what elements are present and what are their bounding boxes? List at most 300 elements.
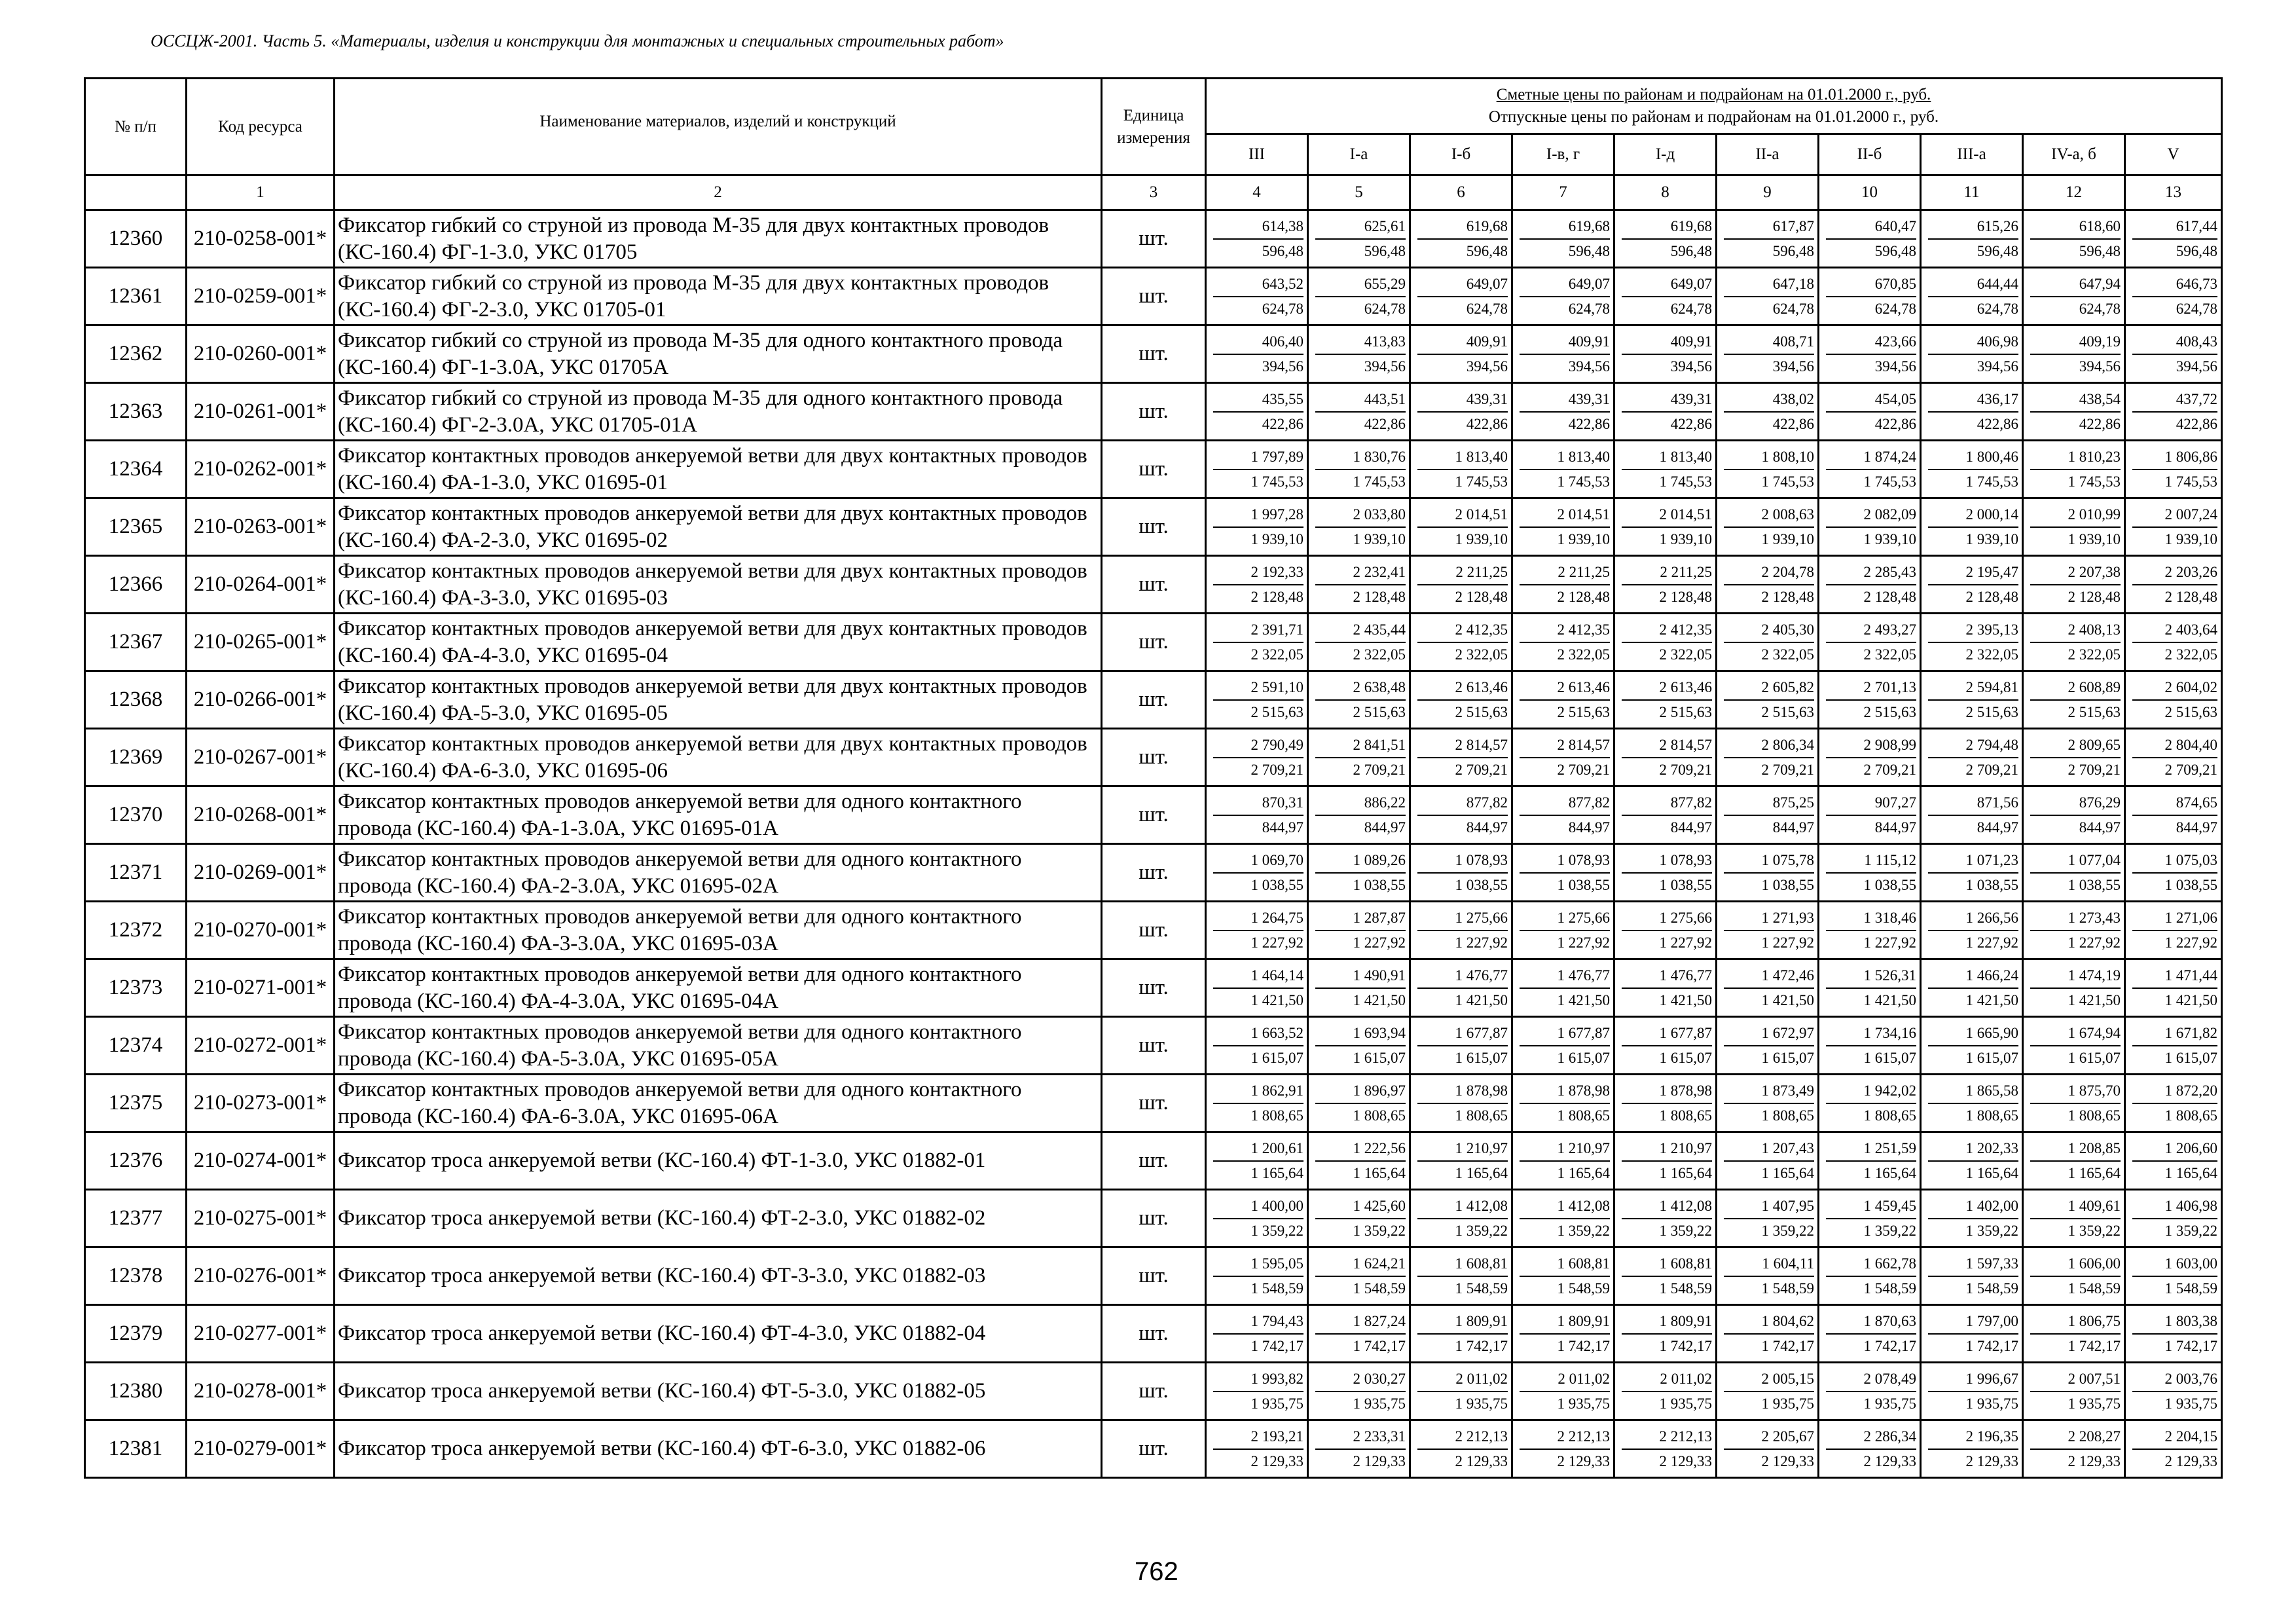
table-row <box>85 729 2222 786</box>
estimate-price: 1 677,87 <box>1622 1022 1712 1046</box>
unit-of-measure: шт. <box>1102 1132 1206 1190</box>
resource-code: 210-0261-001* <box>187 383 335 441</box>
release-price: 1 359,22 <box>1863 1222 1916 1239</box>
estimate-price: 1 662,78 <box>1826 1252 1916 1277</box>
release-price: 1 745,53 <box>1965 473 2018 490</box>
estimate-price: 1 862,91 <box>1213 1079 1303 1104</box>
price-cell <box>1819 325 1921 383</box>
estimate-price: 1 425,60 <box>1315 1194 1406 1219</box>
estimate-price: 1 878,98 <box>1622 1079 1712 1104</box>
price-cell <box>1308 1305 1410 1363</box>
estimate-price: 617,44 <box>2132 215 2217 240</box>
estimate-price: 2 613,46 <box>1520 676 1610 701</box>
release-price: 2 709,21 <box>2068 761 2121 778</box>
col-index: 4 <box>1206 175 1308 210</box>
table-row <box>85 210 2222 268</box>
price-cell <box>2125 1363 2222 1420</box>
estimate-price: 1 800,46 <box>1928 445 2018 470</box>
price-cell <box>1206 1132 1308 1190</box>
release-price: 1 421,50 <box>1761 991 1814 1008</box>
price-cell <box>2125 1132 2222 1190</box>
price-cell <box>1717 1420 1819 1478</box>
price-cell <box>1921 498 2023 556</box>
estimate-price: 2 000,14 <box>1928 503 2018 528</box>
estimate-price: 1 077,04 <box>2030 849 2121 874</box>
release-price: 1 421,50 <box>1250 991 1303 1008</box>
price-cell <box>1819 383 1921 441</box>
estimate-price: 2 195,47 <box>1928 561 2018 585</box>
price-cell <box>1206 959 1308 1017</box>
unit-of-measure: шт. <box>1102 268 1206 325</box>
estimate-price: 2 613,46 <box>1417 676 1508 701</box>
table-row <box>85 1247 2222 1305</box>
release-price: 394,56 <box>1364 358 1406 375</box>
unit-of-measure: шт. <box>1102 671 1206 729</box>
estimate-price: 2 408,13 <box>2030 618 2121 643</box>
price-cell <box>1717 1132 1819 1190</box>
release-price: 1 808,65 <box>1455 1107 1508 1124</box>
price-cell <box>1308 614 1410 671</box>
resource-code: 210-0259-001* <box>187 268 335 325</box>
estimate-price: 1 251,59 <box>1826 1137 1916 1162</box>
estimate-price: 875,25 <box>1724 791 1814 816</box>
estimate-price: 438,54 <box>2030 388 2121 413</box>
resource-code: 210-0267-001* <box>187 729 335 786</box>
region-header: I-д <box>1614 134 1717 175</box>
estimate-price: 2 193,21 <box>1213 1425 1303 1450</box>
release-price: 1 939,10 <box>1659 530 1712 547</box>
release-price: 1 359,22 <box>1353 1222 1406 1239</box>
release-price: 1 935,75 <box>2068 1395 2121 1412</box>
col-header-price-group <box>1206 79 2222 134</box>
price-cell <box>1512 959 1614 1017</box>
unit-of-measure: шт. <box>1102 1305 1206 1363</box>
estimate-price: 1 075,78 <box>1724 849 1814 874</box>
estimate-price: 2 841,51 <box>1315 733 1406 758</box>
estimate-price: 1 624,21 <box>1315 1252 1406 1277</box>
price-cell <box>2023 383 2125 441</box>
row-number: 12375 <box>85 1075 187 1132</box>
estimate-price: 439,31 <box>1622 388 1712 413</box>
release-price: 422,86 <box>1874 415 1916 432</box>
release-price: 2 515,63 <box>2164 703 2218 720</box>
estimate-price: 2 794,48 <box>1928 733 2018 758</box>
release-price: 844,97 <box>1466 819 1508 836</box>
release-price: 2 128,48 <box>1250 588 1303 605</box>
release-price: 1 615,07 <box>1863 1049 1916 1066</box>
estimate-price: 1 210,97 <box>1520 1137 1610 1162</box>
table-row <box>85 268 2222 325</box>
release-price: 1 421,50 <box>1557 991 1610 1008</box>
material-name: Фиксатор контактных проводов анкеруемой ветви для двух контактных проводов (КС-160.4) ФА-5-3.0, УКС 01695-05 <box>335 671 1102 729</box>
release-price: 596,48 <box>1670 242 1712 259</box>
price-cell <box>2023 902 2125 959</box>
row-number: 12377 <box>85 1190 187 1247</box>
price-cell <box>2125 959 2222 1017</box>
row-number: 12380 <box>85 1363 187 1420</box>
estimate-price: 1 412,08 <box>1520 1194 1610 1219</box>
release-price: 1 038,55 <box>1863 876 1916 893</box>
release-price: 394,56 <box>1466 358 1508 375</box>
release-price: 1 935,75 <box>1353 1395 1406 1412</box>
release-price: 1 935,75 <box>1761 1395 1814 1412</box>
table-row <box>85 1017 2222 1075</box>
estimate-price: 1 878,98 <box>1417 1079 1508 1104</box>
price-cell <box>1819 556 1921 614</box>
release-price: 1 742,17 <box>1250 1337 1303 1354</box>
price-cell <box>1410 383 1512 441</box>
estimate-price: 408,71 <box>1724 330 1814 355</box>
col-index: 7 <box>1512 175 1614 210</box>
release-price: 1 935,75 <box>2164 1395 2218 1412</box>
estimate-price: 2 908,99 <box>1826 733 1916 758</box>
price-cell <box>2125 671 2222 729</box>
price-cell <box>1308 959 1410 1017</box>
release-price: 1 615,07 <box>2068 1049 2121 1066</box>
price-cell <box>1308 671 1410 729</box>
price-cell <box>2023 1132 2125 1190</box>
price-cell <box>1206 1420 1308 1478</box>
release-price: 2 709,21 <box>2164 761 2218 778</box>
release-price: 1 165,64 <box>1659 1164 1712 1181</box>
unit-of-measure: шт. <box>1102 729 1206 786</box>
estimate-price: 1 078,93 <box>1417 849 1508 874</box>
price-cell <box>1206 210 1308 268</box>
estimate-price: 1 287,87 <box>1315 906 1406 931</box>
estimate-price: 640,47 <box>1826 215 1916 240</box>
release-price: 422,86 <box>1977 415 2018 432</box>
release-price: 1 548,59 <box>1353 1280 1406 1297</box>
price-cell <box>1717 729 1819 786</box>
price-cell <box>1717 268 1819 325</box>
release-price: 2 515,63 <box>1965 703 2018 720</box>
table-row <box>85 441 2222 498</box>
release-price: 624,78 <box>1262 300 1303 317</box>
estimate-price: 409,91 <box>1417 330 1508 355</box>
region-header: II-а <box>1717 134 1819 175</box>
release-price: 394,56 <box>1568 358 1610 375</box>
estimate-price: 2 014,51 <box>1622 503 1712 528</box>
price-cell <box>1819 671 1921 729</box>
table-row <box>85 325 2222 383</box>
release-price: 1 038,55 <box>1965 876 2018 893</box>
estimate-price: 2 814,57 <box>1622 733 1712 758</box>
release-price: 1 935,75 <box>1863 1395 1916 1412</box>
release-price: 1 745,53 <box>1250 473 1303 490</box>
release-price: 624,78 <box>1772 300 1814 317</box>
estimate-price: 2 804,40 <box>2132 733 2217 758</box>
price-cell <box>1512 614 1614 671</box>
price-cell <box>1819 498 1921 556</box>
price-cell <box>1512 498 1614 556</box>
price-cell <box>2125 786 2222 844</box>
row-number: 12360 <box>85 210 187 268</box>
estimate-price: 870,31 <box>1213 791 1303 816</box>
price-cell <box>1819 1017 1921 1075</box>
row-number: 12369 <box>85 729 187 786</box>
estimate-price: 1 677,87 <box>1417 1022 1508 1046</box>
estimate-price: 2 007,51 <box>2030 1367 2121 1392</box>
price-cell <box>1921 959 2023 1017</box>
estimate-price: 1 608,81 <box>1417 1252 1508 1277</box>
release-price: 1 808,65 <box>1965 1107 2018 1124</box>
price-cell <box>1819 268 1921 325</box>
release-price: 2 322,05 <box>2068 646 2121 663</box>
estimate-price: 1 663,52 <box>1213 1022 1303 1046</box>
release-price: 2 709,21 <box>1353 761 1406 778</box>
release-price: 1 742,17 <box>1863 1337 1916 1354</box>
price-cell <box>1308 1420 1410 1478</box>
estimate-price: 439,31 <box>1417 388 1508 413</box>
estimate-price: 670,85 <box>1826 272 1916 297</box>
estimate-price: 1 806,75 <box>2030 1310 2121 1335</box>
price-cell <box>1308 1132 1410 1190</box>
table-row <box>85 1190 2222 1247</box>
release-price: 422,86 <box>1364 415 1406 432</box>
estimate-price: 1 608,81 <box>1520 1252 1610 1277</box>
price-cell <box>1410 268 1512 325</box>
release-price: 596,48 <box>1568 242 1610 259</box>
price-cell <box>1717 959 1819 1017</box>
release-price: 394,56 <box>1874 358 1916 375</box>
release-price: 1 808,65 <box>2164 1107 2218 1124</box>
price-cell <box>1512 1075 1614 1132</box>
price-cell <box>2023 441 2125 498</box>
price-cell <box>1717 1017 1819 1075</box>
estimate-price: 886,22 <box>1315 791 1406 816</box>
price-cell <box>1819 902 1921 959</box>
document-header: ОССЦЖ-2001. Часть 5. «Материалы, изделия и конструкции для монтажных и специальных строительных работ» <box>151 31 1004 50</box>
price-cell <box>1206 383 1308 441</box>
price-cell <box>2125 844 2222 902</box>
estimate-price: 877,82 <box>1622 791 1712 816</box>
release-price: 1 939,10 <box>1863 530 1916 547</box>
price-cell <box>1512 729 1614 786</box>
price-cell <box>1921 383 2023 441</box>
estimate-price: 1 672,97 <box>1724 1022 1814 1046</box>
price-cell <box>1819 1075 1921 1132</box>
price-cell <box>2023 671 2125 729</box>
estimate-price: 409,19 <box>2030 330 2121 355</box>
row-number: 12366 <box>85 556 187 614</box>
price-cell <box>2023 729 2125 786</box>
estimate-price: 644,44 <box>1928 272 2018 297</box>
release-price: 2 515,63 <box>1659 703 1712 720</box>
table-row <box>85 614 2222 671</box>
estimate-price: 439,31 <box>1520 388 1610 413</box>
price-cell <box>2125 210 2222 268</box>
price-cell <box>1206 614 1308 671</box>
release-price: 2 128,48 <box>1353 588 1406 605</box>
release-price: 422,86 <box>1568 415 1610 432</box>
price-cell <box>1717 383 1819 441</box>
release-price: 1 615,07 <box>1761 1049 1814 1066</box>
table-row <box>85 1305 2222 1363</box>
price-cell <box>1410 1247 1512 1305</box>
material-name: Фиксатор троса анкеруемой ветви (КС-160.4) ФТ-2-3.0, УКС 01882-02 <box>335 1190 1102 1247</box>
price-cell <box>1308 556 1410 614</box>
release-price: 2 709,21 <box>1965 761 2018 778</box>
price-cell <box>1921 1247 2023 1305</box>
estimate-price: 2 605,82 <box>1724 676 1814 701</box>
price-cell <box>1410 729 1512 786</box>
price-cell <box>1921 1363 2023 1420</box>
estimate-price: 443,51 <box>1315 388 1406 413</box>
price-cell <box>1512 556 1614 614</box>
price-cell <box>1614 210 1717 268</box>
estimate-price: 1 271,06 <box>2132 906 2217 931</box>
price-cell <box>1410 1363 1512 1420</box>
release-price: 2 515,63 <box>1353 703 1406 720</box>
estimate-price: 1 264,75 <box>1213 906 1303 931</box>
material-name: Фиксатор контактных проводов анкеруемой ветви для одного контактного провода (КС-160.4) ФА-6-3.0А, УКС 01695-06А <box>335 1075 1102 1132</box>
release-price: 1 808,65 <box>1659 1107 1712 1124</box>
release-price: 2 709,21 <box>1659 761 1712 778</box>
release-price: 1 227,92 <box>2068 934 2121 951</box>
release-price: 1 935,75 <box>1659 1395 1712 1412</box>
col-index: 6 <box>1410 175 1512 210</box>
release-price: 1 359,22 <box>1250 1222 1303 1239</box>
col-index: 1 <box>187 175 335 210</box>
release-price: 2 129,33 <box>1353 1452 1406 1469</box>
price-cell <box>1921 325 2023 383</box>
estimate-price: 2 391,71 <box>1213 618 1303 643</box>
price-cell <box>1921 1132 2023 1190</box>
estimate-price: 408,43 <box>2132 330 2217 355</box>
estimate-price: 2 412,35 <box>1622 618 1712 643</box>
price-cell <box>1921 210 2023 268</box>
table-row <box>85 844 2222 902</box>
release-price: 1 165,64 <box>1455 1164 1508 1181</box>
release-price: 2 129,33 <box>1557 1452 1610 1469</box>
material-name: Фиксатор контактных проводов анкеруемой ветви для двух контактных проводов (КС-160.4) ФА-2-3.0, УКС 01695-02 <box>335 498 1102 556</box>
release-price: 1 808,65 <box>1353 1107 1406 1124</box>
price-cell <box>1717 902 1819 959</box>
release-price: 624,78 <box>2176 300 2218 317</box>
release-price: 1 939,10 <box>2164 530 2218 547</box>
price-cell <box>1206 1247 1308 1305</box>
estimate-price: 1 075,03 <box>2132 849 2217 874</box>
release-price: 1 548,59 <box>1455 1280 1508 1297</box>
price-cell <box>1717 1075 1819 1132</box>
release-price: 2 709,21 <box>1250 761 1303 778</box>
price-cell <box>1614 786 1717 844</box>
price-cell <box>2125 902 2222 959</box>
price-cell <box>2023 498 2125 556</box>
resource-code: 210-0263-001* <box>187 498 335 556</box>
estimate-price: 2 011,02 <box>1417 1367 1508 1392</box>
price-cell <box>2125 325 2222 383</box>
resource-code: 210-0270-001* <box>187 902 335 959</box>
estimate-price: 1 089,26 <box>1315 849 1406 874</box>
release-price: 2 515,63 <box>1761 703 1814 720</box>
release-price: 2 322,05 <box>2164 646 2218 663</box>
release-price: 1 745,53 <box>2068 473 2121 490</box>
price-cell <box>1512 844 1614 902</box>
unit-of-measure: шт. <box>1102 1247 1206 1305</box>
material-name: Фиксатор гибкий со струной из провода М-35 для одного контактного провода (КС-160.4) ФГ-2-3.0А, УКС 01705-01А <box>335 383 1102 441</box>
price-cell <box>1614 671 1717 729</box>
estimate-price: 2 014,51 <box>1520 503 1610 528</box>
estimate-price: 1 810,23 <box>2030 445 2121 470</box>
release-price: 1 745,53 <box>1659 473 1712 490</box>
price-cell <box>1410 1075 1512 1132</box>
col-index: 10 <box>1819 175 1921 210</box>
unit-of-measure: шт. <box>1102 383 1206 441</box>
estimate-price: 1 206,60 <box>2132 1137 2217 1162</box>
price-cell <box>1614 1363 1717 1420</box>
price-cell <box>1410 325 1512 383</box>
estimate-price: 1 318,46 <box>1826 906 1916 931</box>
price-group-estimate-label: Сметные цены по районам и подрайонам на 01.01.2000 г., руб. <box>1496 86 1931 104</box>
release-price: 1 227,92 <box>1965 934 2018 951</box>
price-cell <box>1717 498 1819 556</box>
estimate-price: 877,82 <box>1417 791 1508 816</box>
price-cell <box>2125 556 2222 614</box>
release-price: 2 322,05 <box>1250 646 1303 663</box>
release-price: 2 322,05 <box>1659 646 1712 663</box>
price-cell <box>1512 1017 1614 1075</box>
estimate-price: 1 412,08 <box>1622 1194 1712 1219</box>
price-cell <box>2023 959 2125 1017</box>
release-price: 596,48 <box>1364 242 1406 259</box>
estimate-price: 619,68 <box>1520 215 1610 240</box>
col-index: 2 <box>335 175 1102 210</box>
price-cell <box>1308 1190 1410 1247</box>
resource-code: 210-0268-001* <box>187 786 335 844</box>
unit-of-measure: шт. <box>1102 786 1206 844</box>
price-cell <box>1410 556 1512 614</box>
estimate-price: 409,91 <box>1622 330 1712 355</box>
material-name: Фиксатор контактных проводов анкеруемой ветви для двух контактных проводов (КС-160.4) ФА-3-3.0, УКС 01695-03 <box>335 556 1102 614</box>
release-price: 1 359,22 <box>1659 1222 1712 1239</box>
price-cell <box>1512 786 1614 844</box>
estimate-price: 1 830,76 <box>1315 445 1406 470</box>
estimate-price: 2 701,13 <box>1826 676 1916 701</box>
estimate-price: 1 671,82 <box>2132 1022 2217 1046</box>
release-price: 1 742,17 <box>1353 1337 1406 1354</box>
release-price: 1 038,55 <box>1557 876 1610 893</box>
release-price: 844,97 <box>1568 819 1610 836</box>
release-price: 624,78 <box>1874 300 1916 317</box>
price-cell <box>2023 1420 2125 1478</box>
estimate-price: 1 996,67 <box>1928 1367 2018 1392</box>
unit-of-measure: шт. <box>1102 1190 1206 1247</box>
price-cell <box>1308 844 1410 902</box>
material-name: Фиксатор гибкий со струной из провода М-35 для одного контактного провода (КС-160.4) ФГ-1-3.0А, УКС 01705А <box>335 325 1102 383</box>
price-cell <box>1308 902 1410 959</box>
release-price: 1 939,10 <box>1557 530 1610 547</box>
col-index: 9 <box>1717 175 1819 210</box>
row-number: 12376 <box>85 1132 187 1190</box>
release-price: 2 128,48 <box>1965 588 2018 605</box>
price-cell <box>1614 556 1717 614</box>
release-price: 844,97 <box>1874 819 1916 836</box>
price-cell <box>1512 1305 1614 1363</box>
price-cell <box>1308 383 1410 441</box>
estimate-price: 614,38 <box>1213 215 1303 240</box>
estimate-price: 1 412,08 <box>1417 1194 1508 1219</box>
estimate-price: 647,18 <box>1724 272 1814 297</box>
price-cell <box>1819 786 1921 844</box>
estimate-price: 435,55 <box>1213 388 1303 413</box>
estimate-price: 2 233,31 <box>1315 1425 1406 1450</box>
release-price: 1 421,50 <box>1659 991 1712 1008</box>
price-cell <box>1512 902 1614 959</box>
unit-of-measure: шт. <box>1102 325 1206 383</box>
estimate-price: 1 693,94 <box>1315 1022 1406 1046</box>
material-name: Фиксатор троса анкеруемой ветви (КС-160.4) ФТ-6-3.0, УКС 01882-06 <box>335 1420 1102 1478</box>
